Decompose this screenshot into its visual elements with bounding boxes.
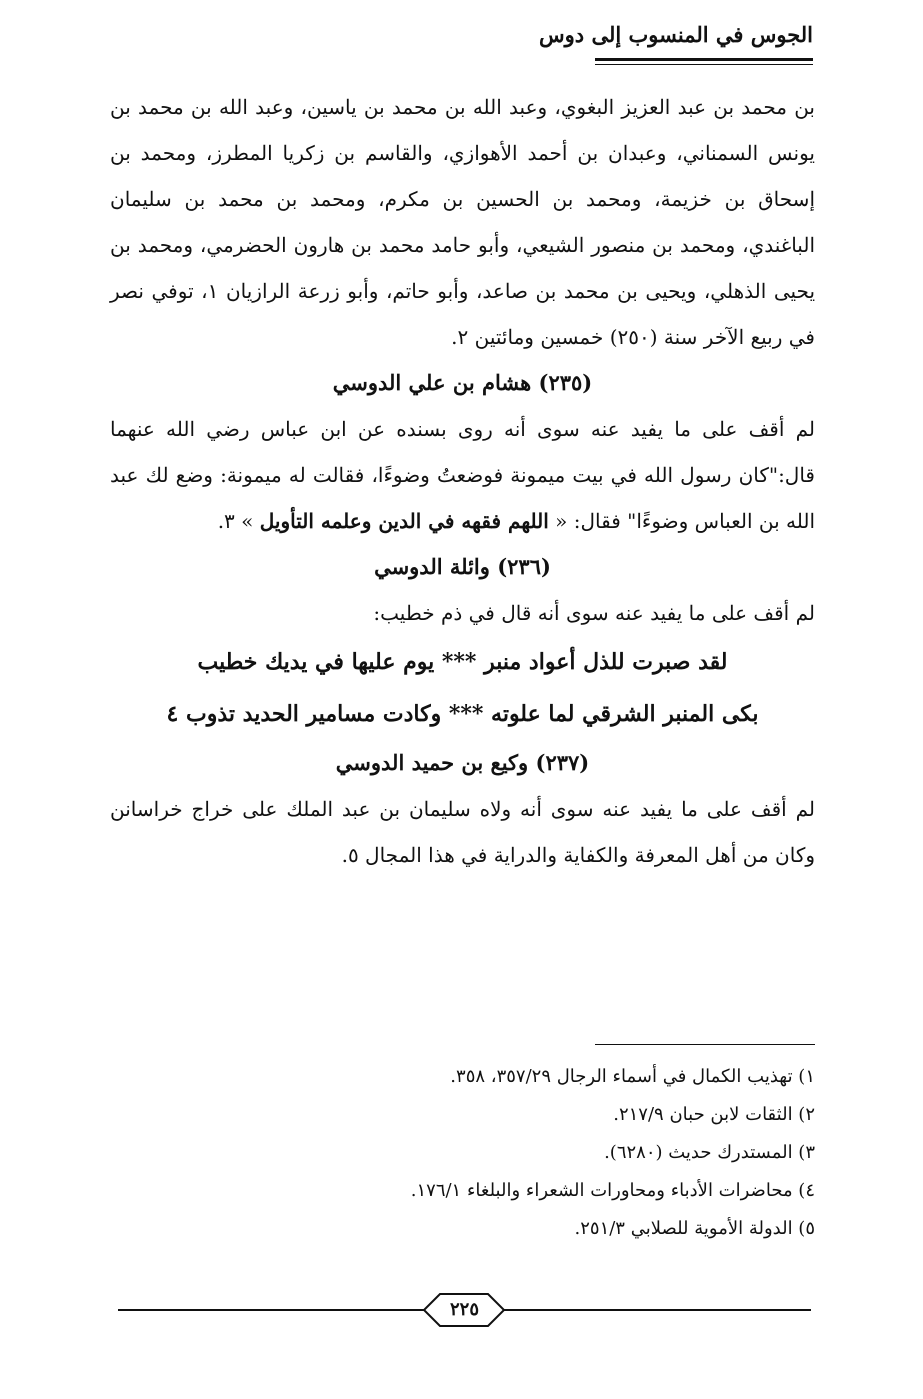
header-rule [595,58,813,61]
page-body [110,84,815,878]
footnote-4: ٤) محاضرات الأدباء ومحاورات الشعراء والبلغاء ١٧٦/١. [410,1180,815,1201]
page-number: ٢٢٥ [449,1299,479,1320]
paragraph-entry-237: لم أقف على ما يفيد عنه سوى أنه ولاه سليمان بن عبد الملك على خراج خراسانن وكان من أهل المعرفة والكفاية والدراية في هذا المجال ٥. [110,797,815,867]
running-header-title: الجوس في المنسوب إلى دوس [539,22,813,47]
footnotes [110,1058,815,1248]
poem-verse-1: لقد صبرت للذل أعواد منبر *** يوم عليها في يديك خطيب [197,649,728,675]
footnote-separator [595,1044,815,1045]
hadith-text: لم أقف على ما يفيد عنه سوى أنه روى بسنده عن ابن عباس رضي الله عنهما قال:"كان رسول الله في بيت ميمونة فوضعتُ وضوءًا، فقالت له ميمونة: وضع لك عبد الله بن العباس وضوءًا" فقال: « [110,417,815,533]
paragraph-narrators: بن محمد بن عبد العزيز البغوي، وعبد الله بن محمد بن ياسين، وعبد الله بن محمد بن يونس السمناني، وعبدان بن أحمد الأهوازي، والقاسم بن زكريا المطرز، ومحمد بن إسحاق بن خزيمة، ومحمد بن الحسين بن مكرم، ومحمد بن محمد بن سليمان الباغندي، ومحمد بن منصور الشيعي، وأبو حامد محمد بن هارون الحضرمي، ومحمد بن يحيى الذهلي، ويحيى بن محمد بن صاعد، وأبو حاتم، وأبو زرعة الرازيان ١، توفي نصر في ربيع الآخر سنة (٢٥٠) خمسين ومائتين ٢. [110,95,816,349]
footnote-2: ٢) الثقات لابن حبان ٢١٧/٩. [613,1104,815,1125]
footnote-5: ٥) الدولة الأموية للصلابي ٢٥١/٣. [574,1218,815,1239]
paragraph-entry-235 [110,406,815,544]
paragraph-entry-236: لم أقف على ما يفيد عنه سوى أنه قال في ذم خطيب: [373,601,815,625]
hadith-quote: اللهم فقهه في الدين وعلمه التأويل [259,509,549,533]
page-number-ornament [118,1290,811,1330]
header-rule-thin [595,64,813,65]
entry-heading-235: (٢٣٥) هشام بن علي الدوسي [332,370,593,395]
footnote-1: ١) تهذيب الكمال في أسماء الرجال ٣٥٧/٢٩، ٣٥٨. [450,1066,815,1087]
entry-heading-236: (٢٣٦) وائلة الدوسي [374,554,551,579]
entry-heading-237: (٢٣٧) وكيع بن حميد الدوسي [335,750,590,775]
poem-verse-2: بكى المنبر الشرقي لما علوته *** وكادت مسامير الحديد تذوب ٤ [166,701,759,727]
footnote-3: ٣) المستدرك حديث (٦٢٨٠). [604,1142,815,1163]
hadith-end: » ٣. [217,509,260,533]
